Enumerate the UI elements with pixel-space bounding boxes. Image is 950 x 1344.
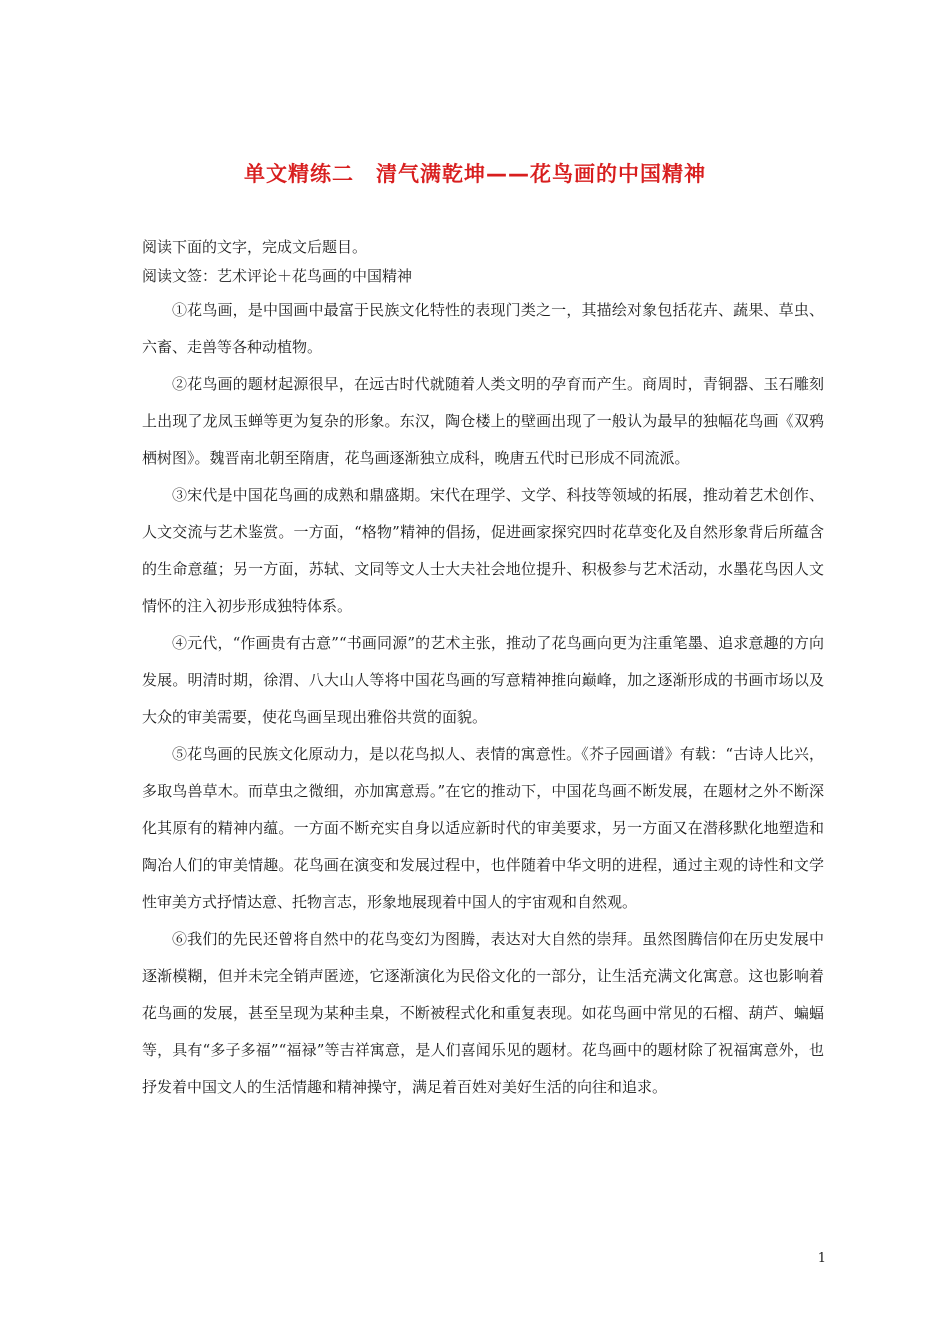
paragraph-2: ②花鸟画的题材起源很早，在远古时代就随着人类文明的孕育而产生。商周时，青铜器、玉石雕刻上出现了龙凤玉蝉等更为复杂的形象。东汉，陶仓楼上的壁画出现了一般认为最早的独幅花鸟画《双鸦栖树图》。魏晋南北朝至隋唐，花鸟画逐渐独立成科，晚唐五代时已形成不同流派。 — [142, 375, 824, 467]
paragraph-3: ③宋代是中国花鸟画的成熟和鼎盛期。宋代在理学、文学、科技等领域的拓展，推动着艺术创作、人文交流与艺术鉴赏。一方面，“格物”精神的倡扬，促进画家探究四时花草变化及自然形象背后所蕴含的生命意蕴；另一方面，苏轼、文同等文人士大夫社会地位提升、积极参与艺术活动，水墨花鸟因人文情怀的注入初步形成独特体系。 — [142, 486, 824, 615]
page-title: 单文精练二 清气满乾坤——花鸟画的中国精神 — [244, 162, 706, 186]
paragraph-5: ⑤花鸟画的民族文化原动力，是以花鸟拟人、表情的寓意性。《芥子园画谱》有载：“古诗人比兴，多取鸟兽草木。而草虫之微细，亦加寓意焉。”在它的推动下，中国花鸟画不断发展，在题材之外不断深化其原有的精神内蕴。一方面不断充实自身以适应新时代的审美要求，另一方面又在潜移默化地塑造和陶冶人们的审美情趣。花鸟画在演变和发展过程中，也伴随着中华文明的进程，通过主观的诗性和文学性审美方式抒情达意、托物言志，形象地展现着中国人的宇宙观和自然观。 — [142, 745, 824, 911]
page-number: 1 — [817, 1251, 826, 1266]
paragraph-1: ①花鸟画，是中国画中最富于民族文化特性的表现门类之一，其描绘对象包括花卉、蔬果、草虫、六畜、走兽等各种动植物。 — [142, 301, 824, 356]
reading-instruction: 阅读下面的文字，完成文后题目。 — [142, 238, 368, 256]
intro-block — [142, 232, 822, 290]
reading-tag: 阅读文签：艺术评论＋花鸟画的中国精神 — [142, 267, 413, 285]
paragraph-4: ④元代，“作画贵有古意”“书画同源”的艺术主张，推动了花鸟画向更为注重笔墨、追求意趣的方向发展。明清时期，徐渭、八大山人等将中国花鸟画的写意精神推向巅峰，加之逐渐形成的书画市场以及大众的审美需要，使花鸟画呈现出雅俗共赏的面貌。 — [142, 634, 824, 726]
paragraph-6: ⑥我们的先民还曾将自然中的花鸟变幻为图腾，表达对大自然的崇拜。虽然图腾信仰在历史发展中逐渐模糊，但并未完全销声匿迹，它逐渐演化为民俗文化的一部分，让生活充满文化寓意。这也影响着花鸟画的发展，甚至呈现为某种圭臬，不断被程式化和重复表现。如花鸟画中常见的石榴、葫芦、蝙蝠等，具有“多子多福”“福禄”等吉祥寓意，是人们喜闻乐见的题材。花鸟画中的题材除了祝福寓意外，也抒发着中国文人的生活情趣和精神操守，满足着百姓对美好生活的向往和追求。 — [142, 930, 824, 1096]
article-body — [142, 292, 824, 1106]
